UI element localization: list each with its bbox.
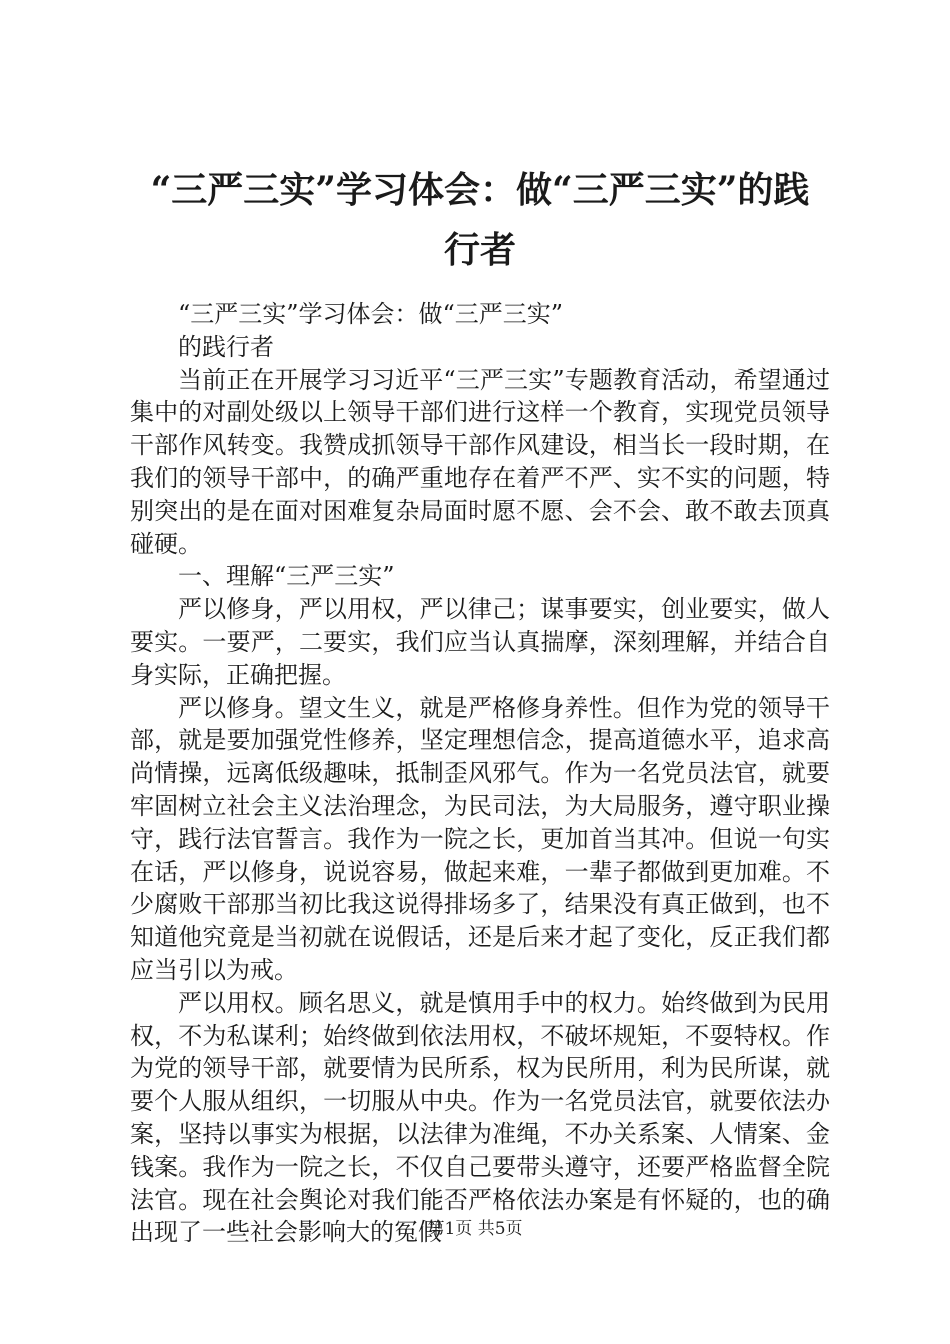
document-body [130, 298, 830, 1249]
page-number: 第1页 共5页 [427, 1219, 523, 1239]
title-line-1: “三严三实”学习体会：做“三严三实”的践 [150, 169, 810, 211]
paragraph-use-of-power: 严以用权。顾名思义，就是慎用手中的权力。始终做到为民用权，不为私谋利；始终做到依法用权，不破坏规矩，不耍特权。作为党的领导干部，就要情为民所系，权为民所用，利为民所谋，就要个人服从组织，一切服从中央。作为一名党员法官，就要依法办案，坚持以事实为根据，以法律为准绳，不办关系案、人情案、金钱案。我作为一院之长，不仅自己要带头遵守，还要严格监督全院法官。现在社会舆论对我们能否严格依法办案是有怀疑的，也的确出现了一些社会影响大的冤假 [130, 988, 830, 1247]
subtitle-line-1: “三严三实”学习体会：做“三严三实” [178, 300, 564, 328]
paragraph-self-cultivation: 严以修身。望文生义，就是严格修身养性。但作为党的领导干部，就是要加强党性修养，坚定理想信念，提高道德水平，追求高尚情操，远离低级趣味，抵制歪风邪气。作为一名党员法官，就要牢固树立社会主义法治理念，为民司法，为大局服务，遵守职业操守，践行法官誓言。我作为一院之长，更加首当其冲。但说一句实在话，严以修身，说说容易，做起来难，一辈子都做到更加难。不少腐败干部那当初比我这说得排场多了，结果没有真正做到，也不知道他究竟是当初就在说假话，还是后来才起了变化，反正我们都应当引以为戒。 [130, 693, 830, 984]
paragraph-intro: 当前正在开展学习习近平“三严三实”专题教育活动，希望通过集中的对副处级以上领导干部们进行这样一个教育，实现党员领导干部作风转变。我赞成抓领导干部作风建设，相当长一段时期，在我们的领导干部中，的确严重地存在着严不严、实不实的问题，特别突出的是在面对困难复杂局面时愿不愿、会不会、敢不敢去顶真碰硬。 [130, 365, 830, 558]
document-title [120, 160, 840, 280]
subtitle-line-2: 的践行者 [178, 332, 274, 361]
paragraph-overview: 严以修身，严以用权，严以律己；谋事要实，创业要实，做人要实。一要严，二要实，我们应当认真揣摩，深刻理解，并结合自身实际，正确把握。 [130, 595, 830, 689]
title-line-2: 行者 [443, 229, 516, 271]
section-heading-1: 一、理解“三严三实” [178, 562, 395, 591]
